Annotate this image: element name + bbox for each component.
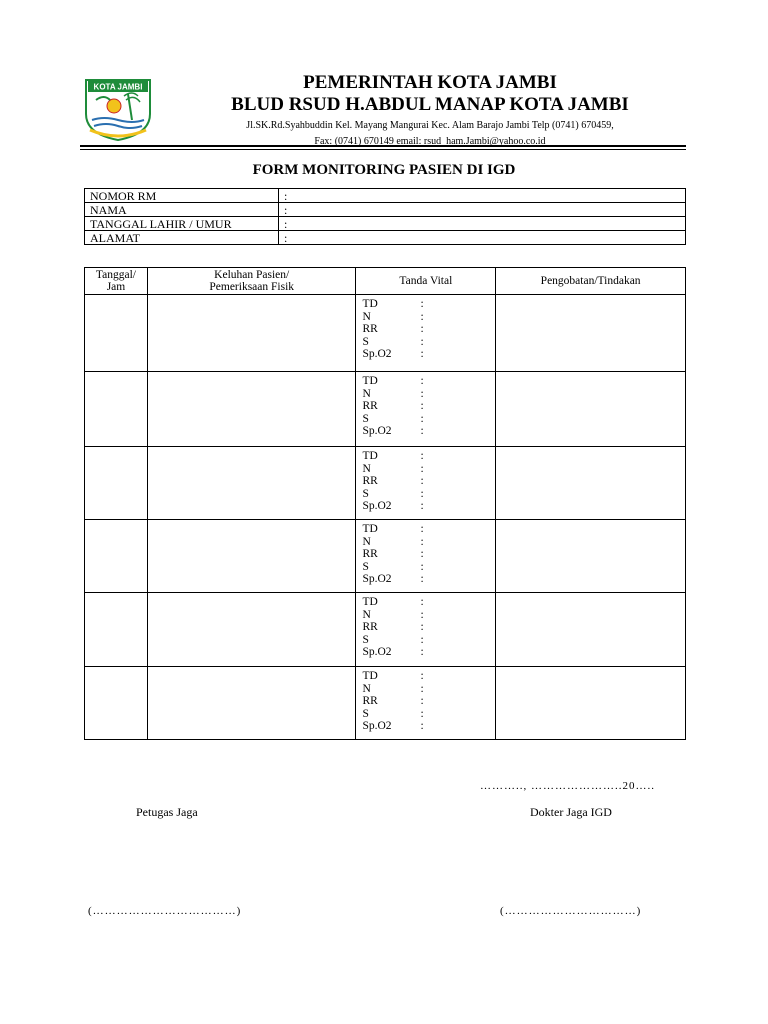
entry-vital-cell[interactable] xyxy=(356,372,496,447)
vital-sign-row xyxy=(362,348,495,361)
monitoring-row xyxy=(85,295,686,372)
patient-info-label: NAMA xyxy=(85,203,279,217)
hospital-title: BLUD RSUD H.ABDUL MANAP KOTA JAMBI xyxy=(231,94,629,115)
vital-sign-separator: : xyxy=(420,646,424,659)
header-keluhan: Keluhan Pasien/ Pemeriksaan Fisik xyxy=(147,268,356,295)
dokter-jaga-label: Dokter Jaga IGD xyxy=(530,805,612,819)
vital-sign-row xyxy=(362,400,495,413)
entry-keluhan-cell[interactable] xyxy=(147,447,356,520)
vital-sign-row xyxy=(362,573,495,586)
vital-sign-row xyxy=(362,683,495,696)
vital-sign-row xyxy=(362,413,495,426)
vital-sign-row xyxy=(362,488,495,501)
entry-vital-cell[interactable] xyxy=(356,667,496,740)
header-tanggal-jam: Tanggal/ Jam xyxy=(85,268,148,295)
patient-info-row xyxy=(85,231,686,245)
entry-pengobatan-cell[interactable] xyxy=(496,667,686,740)
header-pengobatan: Pengobatan/Tindakan xyxy=(496,268,686,295)
vital-sign-label: N xyxy=(362,462,371,475)
vital-sign-row xyxy=(362,561,495,574)
entry-vital-cell[interactable] xyxy=(356,593,496,667)
hospital-email: rsud_ham.Jambi@yahoo.co.id xyxy=(423,136,546,147)
entry-pengobatan-cell[interactable] xyxy=(496,295,686,372)
entry-tanggal-cell[interactable] xyxy=(85,295,148,372)
entry-keluhan-cell[interactable] xyxy=(147,520,356,593)
vital-sign-row xyxy=(362,523,495,536)
vital-sign-label: N xyxy=(362,608,371,621)
logo-text: KOTA JAMBI xyxy=(93,82,143,92)
vital-sign-separator: : xyxy=(420,310,424,323)
vital-sign-label: Sp.O2 xyxy=(362,348,392,361)
entry-vital-cell[interactable] xyxy=(356,295,496,372)
vital-sign-label: S xyxy=(362,335,369,348)
entry-vital-cell[interactable] xyxy=(356,447,496,520)
vital-sign-row xyxy=(362,708,495,721)
vital-sign-row xyxy=(362,596,495,609)
vital-sign-label: TD xyxy=(362,298,378,310)
government-title: PEMERINTAH KOTA JAMBI xyxy=(303,72,557,93)
vital-sign-separator: : xyxy=(420,500,424,513)
vital-sign-label: S xyxy=(362,412,369,425)
vital-sign-row xyxy=(362,425,495,438)
vital-sign-label: Sp.O2 xyxy=(362,720,392,733)
header-rule-thick xyxy=(80,145,686,147)
vital-sign-label: RR xyxy=(362,400,378,413)
entry-keluhan-cell[interactable] xyxy=(147,295,356,372)
patient-info-value[interactable]: : xyxy=(279,217,686,231)
vital-sign-label: Sp.O2 xyxy=(362,646,392,659)
vital-sign-separator: : xyxy=(420,425,424,438)
patient-info-row xyxy=(85,203,686,217)
monitoring-row xyxy=(85,520,686,593)
patient-info-table xyxy=(84,188,686,245)
vital-sign-separator: : xyxy=(420,621,424,634)
vital-sign-row xyxy=(362,634,495,647)
hospital-contact: Fax: (0741) 670149 email: rsud_ham.Jambi@yahoo.co.id xyxy=(314,136,546,147)
entry-tanggal-cell[interactable] xyxy=(85,593,148,667)
vital-sign-separator: : xyxy=(420,348,424,361)
vital-sign-row xyxy=(362,720,495,733)
entry-tanggal-cell[interactable] xyxy=(85,667,148,740)
entry-keluhan-cell[interactable] xyxy=(147,667,356,740)
letterhead xyxy=(80,72,686,147)
vital-sign-row xyxy=(362,450,495,463)
vital-sign-separator: : xyxy=(420,462,424,475)
vital-sign-row xyxy=(362,646,495,659)
vital-sign-separator: : xyxy=(420,387,424,400)
vital-sign-label: N xyxy=(362,310,371,323)
entry-pengobatan-cell[interactable] xyxy=(496,447,686,520)
vital-sign-row xyxy=(362,621,495,634)
vital-sign-row xyxy=(362,536,495,549)
kota-jambi-logo-icon xyxy=(80,76,156,142)
patient-info-label: NOMOR RM xyxy=(85,189,279,203)
vital-sign-separator: : xyxy=(420,633,424,646)
vital-sign-label: RR xyxy=(362,323,378,336)
vital-sign-row xyxy=(362,475,495,488)
vital-sign-label: S xyxy=(362,487,369,500)
vital-sign-label: TD xyxy=(362,596,378,608)
entry-keluhan-cell[interactable] xyxy=(147,593,356,667)
vital-sign-separator: : xyxy=(420,450,424,462)
entry-tanggal-cell[interactable] xyxy=(85,372,148,447)
vital-sign-separator: : xyxy=(420,560,424,573)
header-tanda-vital: Tanda Vital xyxy=(356,268,496,295)
vital-sign-label: RR xyxy=(362,621,378,634)
petugas-signature-line: (………………………………) xyxy=(88,905,242,917)
vital-sign-separator: : xyxy=(420,487,424,500)
vital-sign-separator: : xyxy=(420,475,424,488)
patient-info-row xyxy=(85,189,686,203)
monitoring-row xyxy=(85,447,686,520)
vital-sign-separator: : xyxy=(420,535,424,548)
vital-sign-row xyxy=(362,311,495,324)
vital-sign-separator: : xyxy=(420,323,424,336)
patient-info-label: TANGGAL LAHIR / UMUR xyxy=(85,217,279,231)
vital-sign-separator: : xyxy=(420,695,424,708)
vital-sign-label: N xyxy=(362,535,371,548)
monitoring-table xyxy=(84,267,686,740)
entry-tanggal-cell[interactable] xyxy=(85,447,148,520)
vital-sign-separator: : xyxy=(420,682,424,695)
vital-sign-label: S xyxy=(362,707,369,720)
form-title: FORM MONITORING PASIEN DI IGD xyxy=(252,162,516,178)
vital-sign-separator: : xyxy=(420,670,424,682)
vital-sign-separator: : xyxy=(420,596,424,608)
vital-sign-label: TD xyxy=(362,523,378,535)
entry-vital-cell[interactable] xyxy=(356,520,496,593)
vital-sign-label: Sp.O2 xyxy=(362,573,392,586)
entry-pengobatan-cell[interactable] xyxy=(496,593,686,667)
vital-sign-row xyxy=(362,298,495,311)
vital-sign-label: TD xyxy=(362,375,378,387)
vital-sign-label: TD xyxy=(362,670,378,682)
petugas-jaga-label: Petugas Jaga xyxy=(136,805,198,819)
vital-sign-row xyxy=(362,548,495,561)
vital-sign-row xyxy=(362,336,495,349)
vital-sign-separator: : xyxy=(420,375,424,387)
vital-sign-row xyxy=(362,670,495,683)
hospital-address: Jl.SK.Rd.Syahbuddin Kel. Mayang Mangurai Kec. Alam Barajo Jambi Telp (0741) 670459, xyxy=(246,120,614,131)
patient-info-label: ALAMAT xyxy=(85,231,279,245)
vital-sign-row xyxy=(362,609,495,622)
vital-sign-label: S xyxy=(362,560,369,573)
vital-sign-separator: : xyxy=(420,548,424,561)
monitoring-row xyxy=(85,593,686,667)
patient-info-row xyxy=(85,217,686,231)
vital-sign-separator: : xyxy=(420,523,424,535)
monitoring-row xyxy=(85,667,686,740)
entry-tanggal-cell[interactable] xyxy=(85,520,148,593)
vital-sign-separator: : xyxy=(420,400,424,413)
patient-info-value[interactable]: : xyxy=(279,231,686,245)
vital-sign-row xyxy=(362,695,495,708)
patient-info-value[interactable]: : xyxy=(279,203,686,217)
date-line: ……….., …………………..20….. xyxy=(480,780,655,792)
entry-pengobatan-cell[interactable] xyxy=(496,520,686,593)
vital-sign-label: RR xyxy=(362,475,378,488)
vital-sign-separator: : xyxy=(420,720,424,733)
vital-sign-label: S xyxy=(362,633,369,646)
vital-sign-row xyxy=(362,500,495,513)
vital-sign-separator: : xyxy=(420,335,424,348)
monitoring-row xyxy=(85,372,686,447)
vital-sign-row xyxy=(362,375,495,388)
vital-sign-row xyxy=(362,323,495,336)
vital-sign-separator: : xyxy=(420,707,424,720)
vital-sign-separator: : xyxy=(420,412,424,425)
vital-sign-label: RR xyxy=(362,548,378,561)
vital-sign-label: RR xyxy=(362,695,378,708)
vital-sign-row xyxy=(362,463,495,476)
vital-sign-label: Sp.O2 xyxy=(362,500,392,513)
vital-sign-separator: : xyxy=(420,608,424,621)
patient-info-value[interactable]: : xyxy=(279,189,686,203)
vital-sign-label: N xyxy=(362,387,371,400)
entry-pengobatan-cell[interactable] xyxy=(496,372,686,447)
monitoring-header-row xyxy=(85,268,686,295)
vital-sign-separator: : xyxy=(420,298,424,310)
vital-sign-separator: : xyxy=(420,573,424,586)
vital-sign-label: TD xyxy=(362,450,378,462)
dokter-signature-line: (……………………………) xyxy=(500,905,642,917)
vital-sign-label: Sp.O2 xyxy=(362,425,392,438)
entry-keluhan-cell[interactable] xyxy=(147,372,356,447)
vital-sign-row xyxy=(362,388,495,401)
vital-sign-label: N xyxy=(362,682,371,695)
header-rule-thin xyxy=(80,149,686,150)
